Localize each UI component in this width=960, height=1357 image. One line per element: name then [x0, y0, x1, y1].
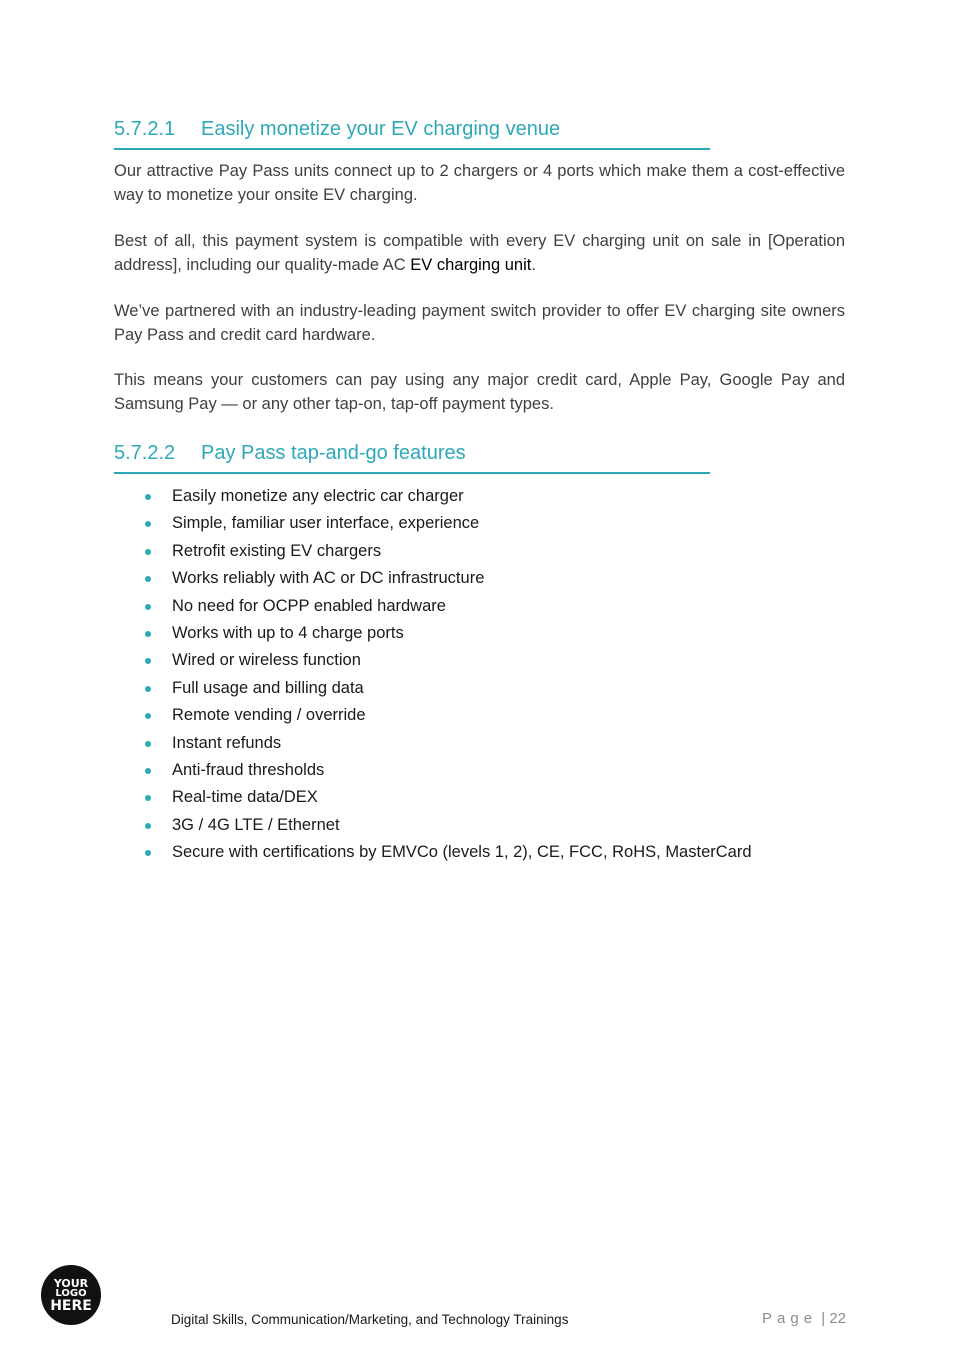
company-logo: [41, 1265, 101, 1325]
bullet-icon: [145, 741, 151, 747]
footer-text: Digital Skills, Communication/Marketing, and Technology Trainings: [171, 1312, 569, 1327]
section-title: Pay Pass tap-and-go features: [201, 442, 466, 464]
bullet-icon: [145, 658, 151, 664]
page-label: Page: [762, 1310, 818, 1327]
list-item: Works with up to 4 charge ports: [114, 620, 854, 647]
list-item: Easily monetize any electric car charger: [114, 483, 854, 510]
section-heading-2: [114, 440, 710, 474]
list-item: Remote vending / override: [114, 702, 854, 729]
list-item: Secure with certifications by EMVCo (levels 1, 2), CE, FCC, RoHS, MasterCard: [114, 839, 854, 866]
list-item: Simple, familiar user interface, experience: [114, 510, 854, 537]
bullet-icon: [145, 823, 151, 829]
list-item: Anti-fraud thresholds: [114, 757, 854, 784]
list-item: Real-time data/DEX: [114, 784, 854, 811]
paragraph-text: .: [531, 255, 536, 274]
list-item: Retrofit existing EV chargers: [114, 538, 854, 565]
list-item: 3G / 4G LTE / Ethernet: [114, 812, 854, 839]
bullet-icon: [145, 795, 151, 801]
logo-text: HERE: [50, 1297, 92, 1314]
paragraph-text: Best of all, this payment system is compatible with every EV charging unit on sale in [Operation address], including our quality-made AC: [114, 232, 845, 274]
list-item: No need for OCPP enabled hardware: [114, 593, 854, 620]
bullet-icon: [145, 850, 151, 856]
bullet-icon: [145, 549, 151, 555]
bullet-icon: [145, 494, 151, 500]
bullet-icon: [145, 713, 151, 719]
paragraph: [114, 230, 845, 277]
section-title: Easily monetize your EV charging venue: [201, 118, 561, 140]
paragraph: This means your customers can pay using any major credit card, Apple Pay, Google Pay and Samsung Pay — or any other tap-on, tap-off payment types.: [114, 371, 845, 413]
features-list: [114, 483, 854, 866]
paragraph: Our attractive Pay Pass units connect up to 2 chargers or 4 ports which make them a cost-effective way to monetize your onsite EV charging.: [114, 162, 845, 204]
list-item: Works reliably with AC or DC infrastructure: [114, 565, 854, 592]
bullet-icon: [145, 521, 151, 527]
page-number-value: 22: [829, 1310, 846, 1327]
bullet-icon: [145, 631, 151, 637]
section-heading-1: [114, 116, 710, 150]
bullet-icon: [145, 604, 151, 610]
bullet-icon: [145, 686, 151, 692]
bullet-icon: [145, 576, 151, 582]
paragraph: We’ve partnered with an industry-leading payment switch provider to offer EV charging site owners Pay Pass and credit card hardware.: [114, 302, 845, 344]
bullet-icon: [145, 768, 151, 774]
list-item: Instant refunds: [114, 730, 854, 757]
page-number: Page | 22: [762, 1310, 846, 1327]
list-item: Full usage and billing data: [114, 675, 854, 702]
section-number: 5.7.2.2: [114, 442, 176, 464]
list-item: Wired or wireless function: [114, 647, 854, 674]
logo-text: LOGO: [55, 1287, 87, 1299]
section-number: 5.7.2.1: [114, 118, 176, 140]
logo-text: YOUR: [53, 1276, 89, 1290]
ev-charging-unit-link[interactable]: EV charging unit: [410, 255, 532, 274]
